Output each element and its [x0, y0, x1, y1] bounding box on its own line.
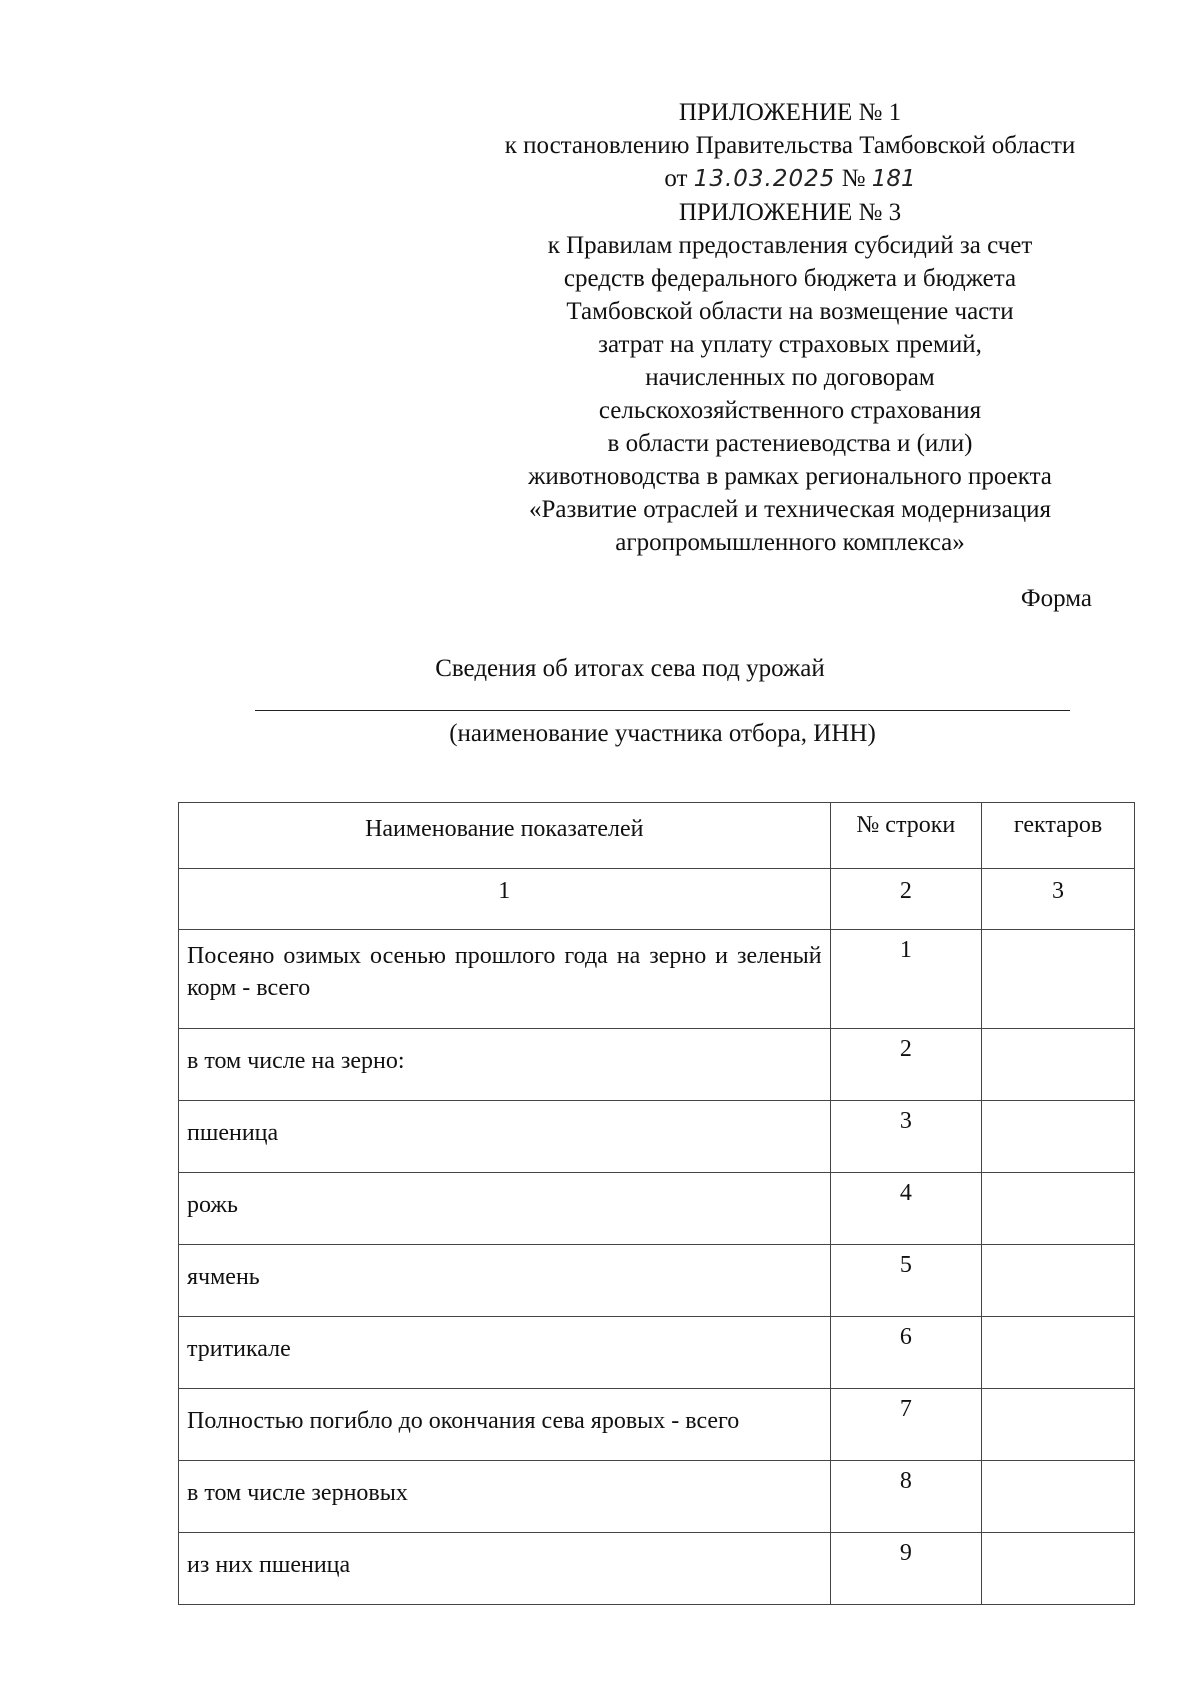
indicator-name: из них пшеница	[179, 1533, 831, 1605]
column-numbers-row	[179, 869, 1135, 930]
header-hectares: гектаров	[982, 803, 1135, 869]
line-number: 5	[830, 1245, 981, 1317]
indicator-name: в том числе на зерно:	[179, 1029, 831, 1101]
resolution-reference: к постановлению Правительства Тамбовской области	[504, 132, 1076, 159]
hectares-cell[interactable]	[982, 1533, 1135, 1605]
indicator-name: Посеяно озимых осенью прошлого года на зерно и зеленый корм - всего	[179, 930, 831, 1029]
hectares-cell[interactable]	[982, 930, 1135, 1029]
line-number: 2	[830, 1029, 981, 1101]
indicator-name: рожь	[179, 1173, 831, 1245]
from-prefix: от	[664, 165, 688, 192]
hectares-cell[interactable]	[982, 1101, 1135, 1173]
rules-line: животноводства в рамках регионального проекта	[528, 463, 1052, 490]
line-number: 8	[830, 1461, 981, 1533]
handwritten-date: 13.03.2025	[693, 166, 836, 192]
line-number: 9	[830, 1533, 981, 1605]
table-row	[179, 1389, 1135, 1461]
rules-line: средств федерального бюджета и бюджета	[563, 265, 1017, 292]
rules-line: в области растениеводства и (или)	[607, 430, 973, 457]
hectares-cell[interactable]	[982, 1461, 1135, 1533]
table-row	[179, 1029, 1135, 1101]
table-row	[179, 1101, 1135, 1173]
line-number: 1	[830, 930, 981, 1029]
column-number: 1	[179, 869, 831, 930]
indicator-name: тритикале	[179, 1317, 831, 1389]
header-indicator-name: Наименование показателей	[179, 803, 831, 869]
hectares-cell[interactable]	[982, 1317, 1135, 1389]
hectares-cell[interactable]	[982, 1245, 1135, 1317]
rules-line: Тамбовской области на возмещение части	[566, 298, 1014, 325]
column-number: 2	[830, 869, 981, 930]
rules-line: «Развитие отраслей и техническая модернизация	[529, 496, 1051, 523]
hectares-cell[interactable]	[982, 1173, 1135, 1245]
handwritten-number: 181	[871, 166, 916, 192]
line-number: 6	[830, 1317, 981, 1389]
table-row	[179, 1461, 1135, 1533]
indicator-name: в том числе зерновых	[179, 1461, 831, 1533]
line-number: 3	[830, 1101, 981, 1173]
participant-caption: (наименование участника отбора, ИНН)	[449, 720, 876, 747]
indicator-name: Полностью погибло до окончания сева яровых - всего	[179, 1389, 831, 1461]
line-number: 4	[830, 1173, 981, 1245]
table-row	[179, 1533, 1135, 1605]
number-sign: №	[841, 165, 866, 192]
table-header-row	[179, 803, 1135, 869]
table-row	[179, 930, 1135, 1029]
participant-name-field[interactable]	[255, 710, 1070, 711]
hectares-cell[interactable]	[982, 1389, 1135, 1461]
line-number: 7	[830, 1389, 981, 1461]
table-row	[179, 1317, 1135, 1389]
hectares-cell[interactable]	[982, 1029, 1135, 1101]
rules-line: затрат на уплату страховых премий,	[598, 331, 982, 358]
resolution-date-number	[470, 162, 1110, 196]
page-title: Сведения об итогах сева под урожай	[435, 655, 825, 682]
indicator-name: ячмень	[179, 1245, 831, 1317]
rules-line: агропромышленного комплекса»	[615, 529, 965, 556]
table-row	[179, 1173, 1135, 1245]
sowing-results-table	[178, 802, 1135, 1605]
appendix-3-heading: ПРИЛОЖЕНИЕ № 3	[678, 199, 902, 226]
table-row	[179, 1245, 1135, 1317]
rules-line: начисленных по договорам	[645, 364, 935, 391]
indicator-name: пшеница	[179, 1101, 831, 1173]
column-number: 3	[982, 869, 1135, 930]
document-header	[470, 96, 1110, 559]
header-line-number: № строки	[830, 803, 981, 869]
rules-line: к Правилам предоставления субсидий за счет	[547, 232, 1033, 259]
form-label: Форма	[1020, 585, 1092, 612]
rules-line: сельскохозяйственного страхования	[598, 397, 982, 424]
appendix-1-heading: ПРИЛОЖЕНИЕ № 1	[678, 99, 902, 126]
